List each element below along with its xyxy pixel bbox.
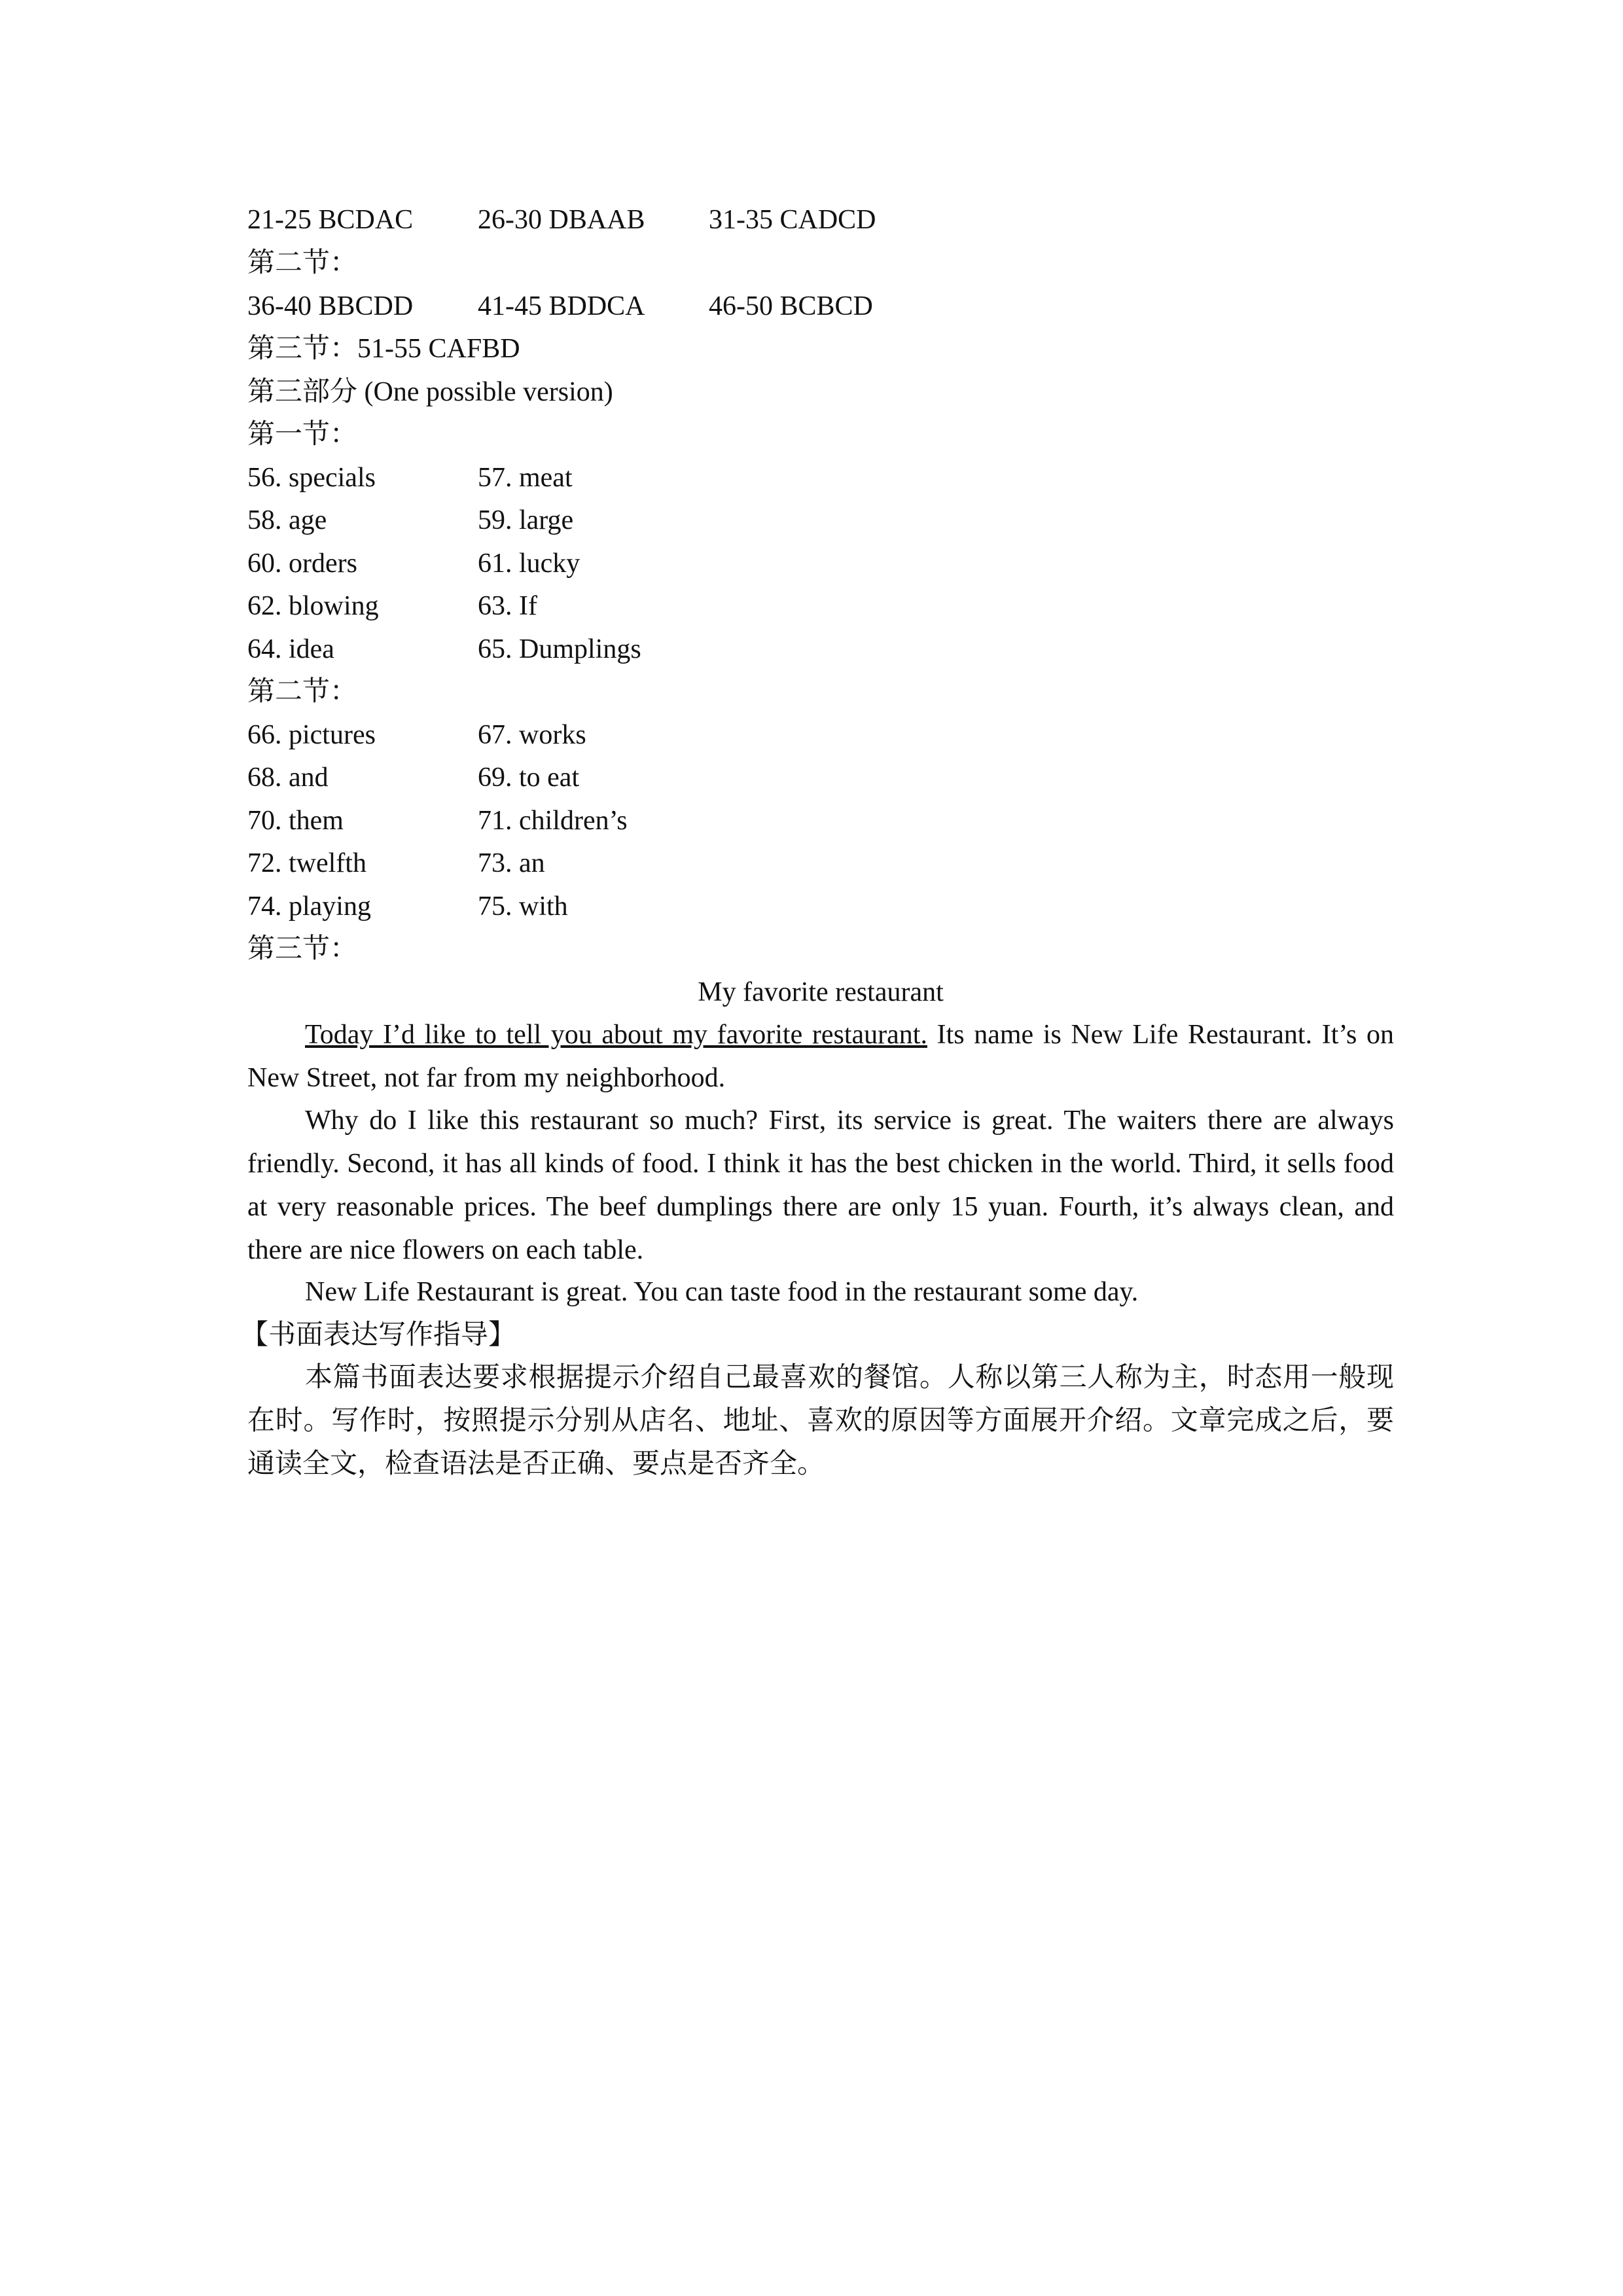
answer-41-45: 41-45 BDDCA bbox=[478, 291, 645, 321]
section-3-answers: 第三节：51-55 CAFBD bbox=[247, 334, 520, 364]
answer-item: 71. children’s bbox=[478, 806, 628, 836]
answer-item: 73. an bbox=[478, 848, 545, 878]
answer-item: 68. and bbox=[247, 762, 329, 793]
answer-item: 62. blowing bbox=[247, 591, 379, 621]
part3-section-1-heading: 第一节： bbox=[247, 420, 358, 450]
answer-item: 57. meat bbox=[478, 463, 573, 493]
answer-item: 63. If bbox=[478, 591, 537, 621]
answer-item: 75. with bbox=[478, 891, 568, 922]
part3-section-2-heading: 第二节： bbox=[247, 677, 358, 707]
essay-title: My favorite restaurant bbox=[698, 977, 944, 1007]
answer-31-35: 31-35 CADCD bbox=[709, 205, 876, 235]
writing-guide-text: 本篇书面表达要求根据提示介绍自己最喜欢的餐馆。人称以第三人称为主，时态用一般现在时。写作时，按照提示分别从店名、地址、喜欢的原因等方面展开介绍。文章完成之后，要通读全文，检查语法是否正确、要点是否齐全。 bbox=[247, 1363, 1394, 1479]
essay-opening-sentence: Today I’d like to tell you about my favorite restaurant. bbox=[305, 1020, 927, 1050]
answer-item: 58. age bbox=[247, 505, 327, 535]
answer-item: 65. Dumplings bbox=[478, 634, 641, 664]
answer-26-30: 26-30 DBAAB bbox=[478, 205, 645, 235]
part-3-heading: 第三部分 (One possible version) bbox=[247, 377, 613, 407]
answer-item: 64. idea bbox=[247, 634, 334, 664]
answer-item: 56. specials bbox=[247, 463, 376, 493]
essay-paragraph-1 bbox=[247, 1013, 1394, 1100]
answer-item: 61. lucky bbox=[478, 548, 580, 579]
answer-item: 67. works bbox=[478, 720, 586, 750]
answer-item: 69. to eat bbox=[478, 762, 580, 793]
essay-paragraph-3: New Life Restaurant is great. You can taste food in the restaurant some day. bbox=[305, 1277, 1139, 1307]
writing-guide-heading: 【书面表达写作指导】 bbox=[241, 1320, 516, 1350]
answer-46-50: 46-50 BCBCD bbox=[709, 291, 873, 321]
answer-item: 70. them bbox=[247, 806, 344, 836]
part3-section-3-heading: 第三节： bbox=[247, 934, 358, 964]
answer-36-40: 36-40 BBCDD bbox=[247, 291, 414, 321]
answer-item: 60. orders bbox=[247, 548, 357, 579]
essay-paragraph-2: Why do I like this restaurant so much? First, its service is great. The waiters there are always friendly. Second, it has all kinds of food. I think it has the best chicken in the world. Third, it sells food at very reasonable prices. The beef dumplings there are only 15 yuan. Fourth, it’s always clean, and there are nice flowers on each table. bbox=[247, 1105, 1394, 1265]
answer-21-25: 21-25 BCDAC bbox=[247, 205, 414, 235]
answer-item: 59. large bbox=[478, 505, 574, 535]
answer-item: 72. twelfth bbox=[247, 848, 366, 878]
essay-paragraph-1-rest: Its name is New Life Restaurant. It’s on New Street, not far from my neighborhood. bbox=[247, 1020, 1395, 1093]
answer-item: 66. pictures bbox=[247, 720, 376, 750]
section-2-heading: 第二节： bbox=[247, 248, 358, 278]
answer-item: 74. playing bbox=[247, 891, 371, 922]
